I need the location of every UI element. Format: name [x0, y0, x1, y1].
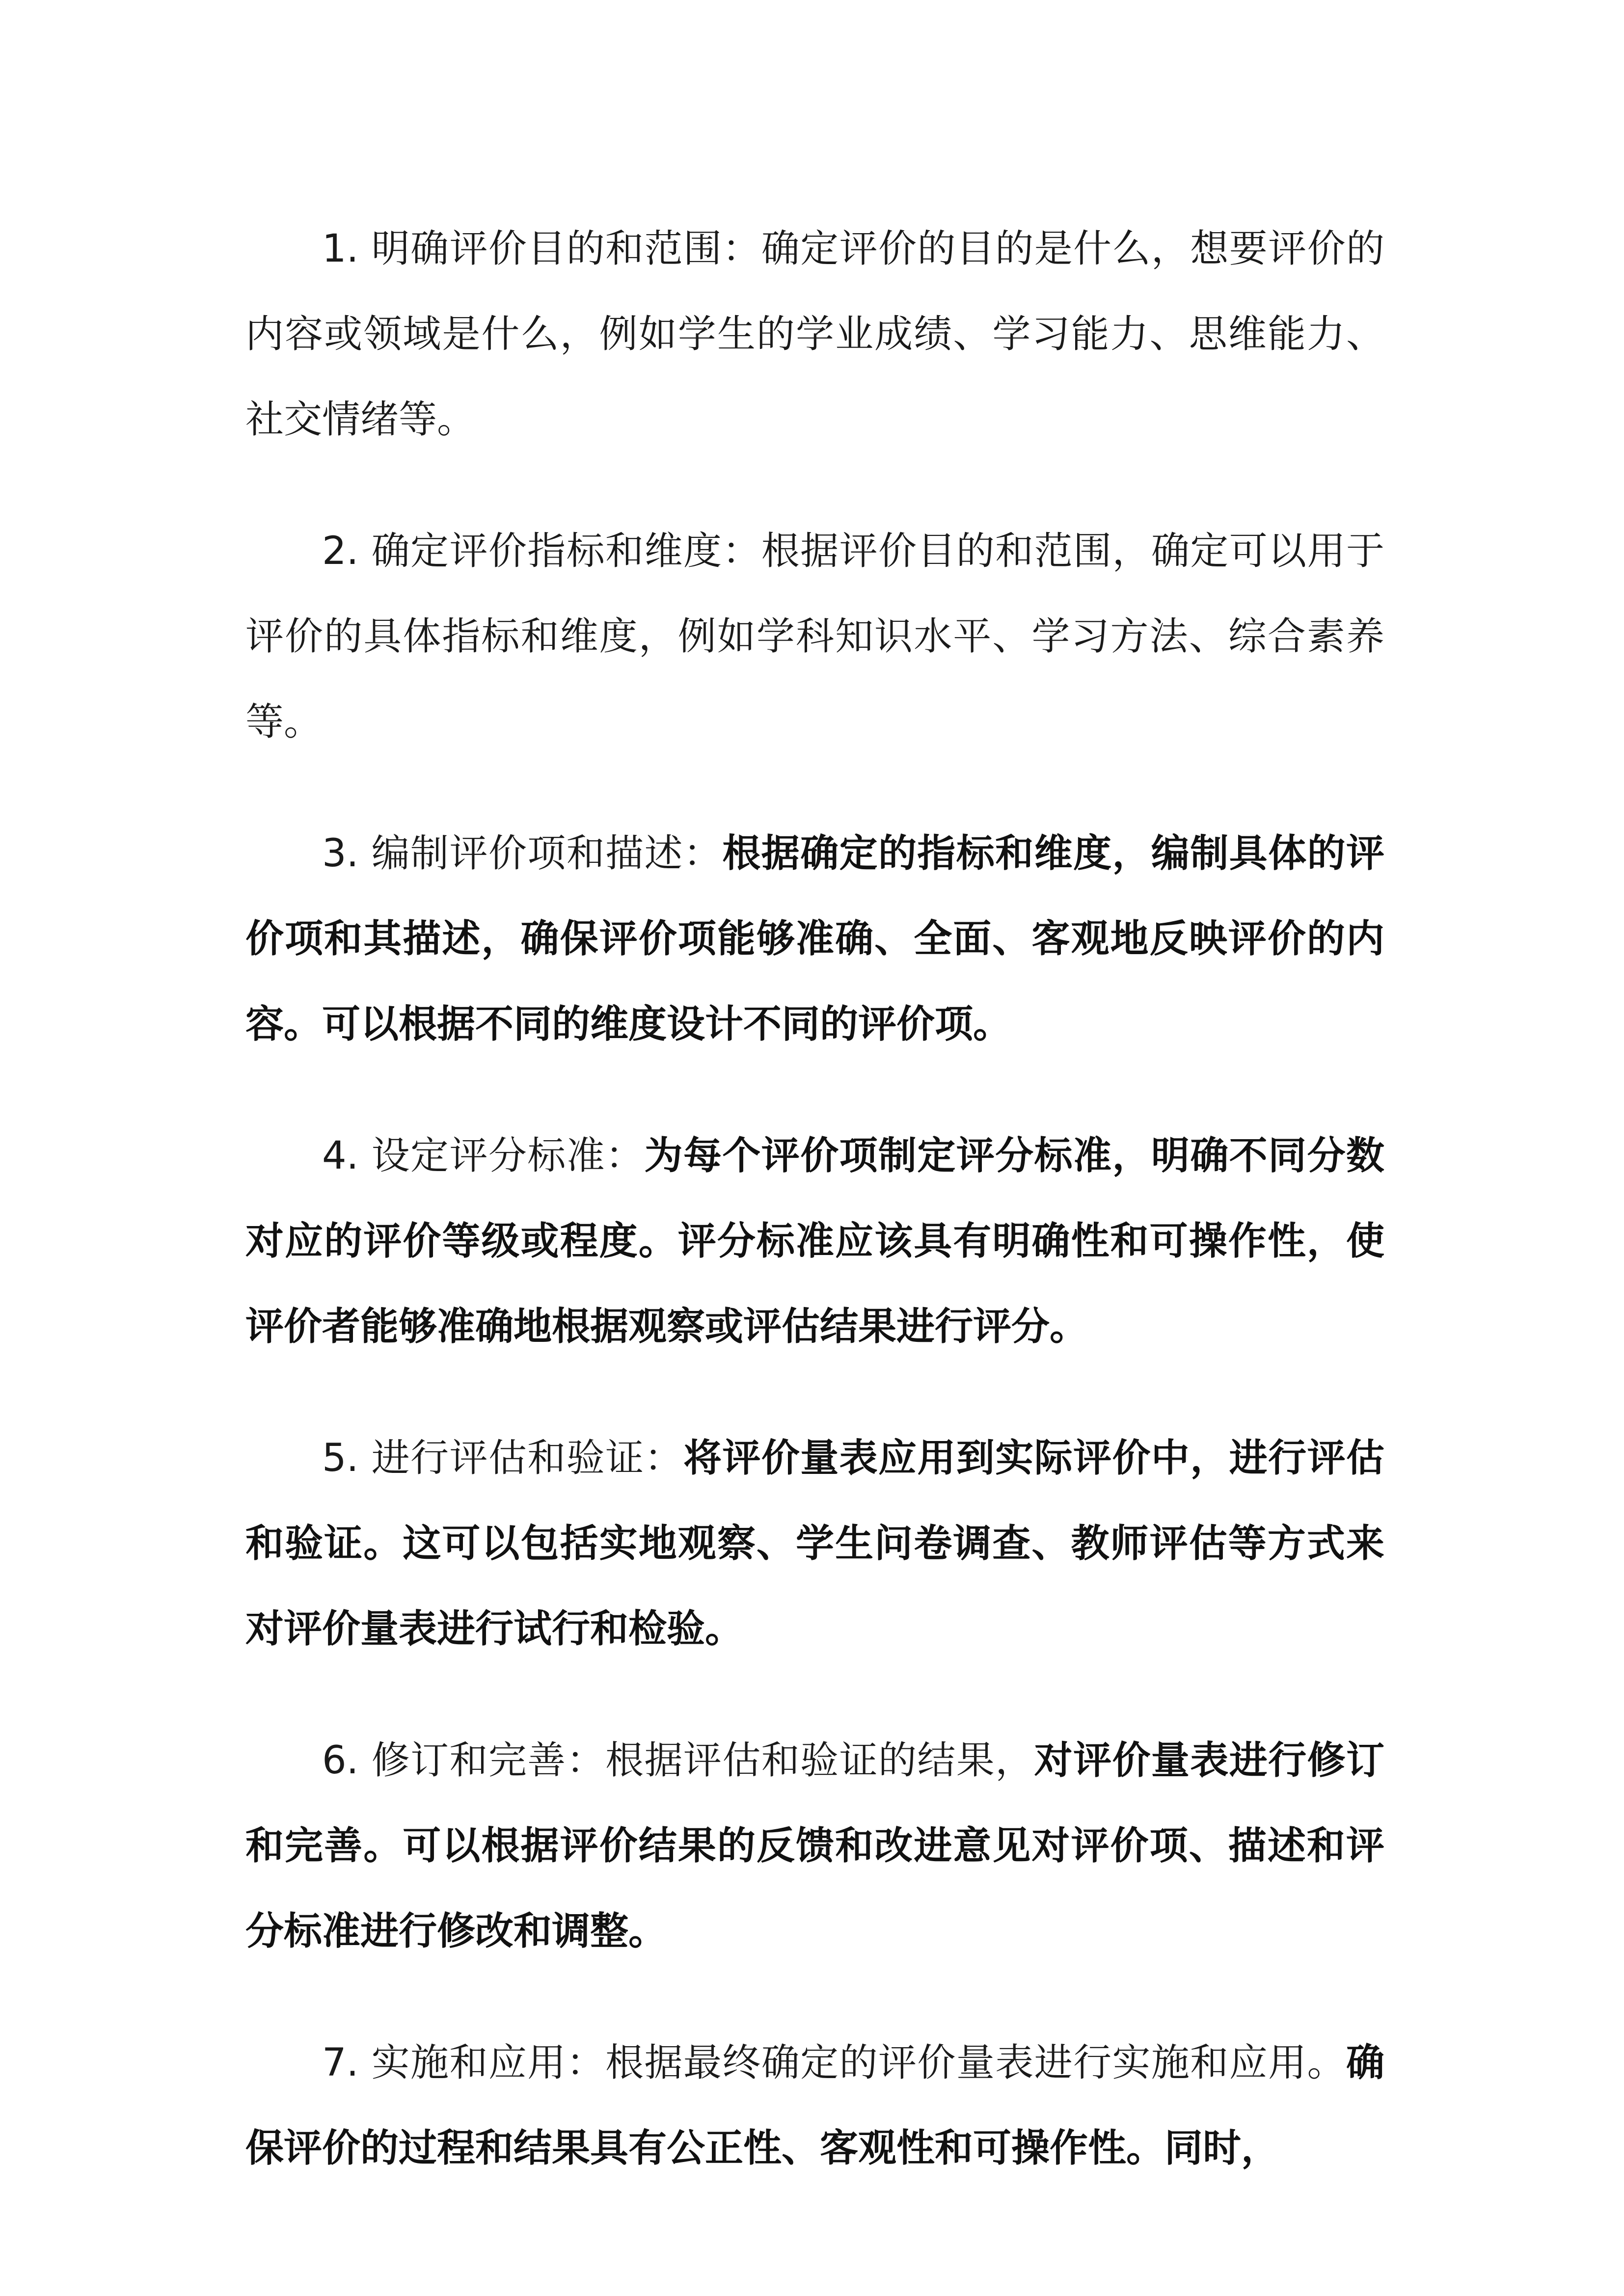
document-body — [245, 206, 1384, 2237]
paragraph-5-heading: 5. 进行评估和验证： — [322, 1436, 683, 1480]
paragraph-7 — [245, 2020, 1384, 2191]
paragraph-7-bold-text: 确保评价的过程和结果具有公正性、客观性和可操作性。同时， — [245, 2041, 1384, 2170]
paragraph-5-bold-text: 将评价量表应用到实际评价中，进行评估和验证。这可以包括实地观察、学生问卷调查、教师评估等方式来对评价量表进行试行和检验。 — [245, 1436, 1384, 1651]
paragraph-3-heading: 3. 编制评价项和描述： — [322, 831, 723, 876]
paragraph-2-heading: 2. 确定评价指标和维度： — [322, 529, 761, 573]
paragraph-1 — [245, 206, 1384, 462]
paragraph-6-bold-text: 对评价量表进行修订和完善。可以根据评价结果的反馈和改进意见对评价项、描述和评分标准进行修改和调整。 — [245, 1738, 1384, 1953]
paragraph-6 — [245, 1718, 1384, 1974]
paragraph-2 — [245, 508, 1384, 765]
paragraph-7-text: 根据最终确定的评价量表进行实施和应用。 — [605, 2041, 1346, 2085]
paragraph-4-heading: 4. 设定评分标准： — [322, 1134, 645, 1178]
paragraph-3 — [245, 811, 1384, 1067]
paragraph-4 — [245, 1113, 1384, 1369]
paragraph-6-heading: 6. 修订和完善： — [322, 1738, 606, 1783]
paragraph-1-text: 确定评价的目的是什么，想要评价的内容或领域是什么，例如学生的学业成绩、学习能力、思维能力、社交情绪等。 — [245, 227, 1384, 442]
paragraph-3-bold-text: 根据确定的指标和维度，编制具体的评价项和其描述，确保评价项能够准确、全面、客观地反映评价的内容。可以根据不同的维度设计不同的评价项。 — [245, 831, 1384, 1046]
paragraph-6-text: 根据评估和验证的结果， — [605, 1738, 1034, 1783]
paragraph-4-bold-text: 为每个评价项制定评分标准，明确不同分数对应的评价等级或程度。评分标准应该具有明确性和可操作性，使评价者能够准确地根据观察或评估结果进行评分。 — [245, 1134, 1384, 1349]
paragraph-7-heading: 7. 实施和应用： — [322, 2041, 606, 2085]
paragraph-5 — [245, 1415, 1384, 1672]
paragraph-2-text: 根据评价目的和范围，确定可以用于评价的具体指标和维度，例如学科知识水平、学习方法、综合素养等。 — [245, 529, 1384, 744]
paragraph-1-heading: 1. 明确评价目的和范围： — [322, 227, 761, 271]
